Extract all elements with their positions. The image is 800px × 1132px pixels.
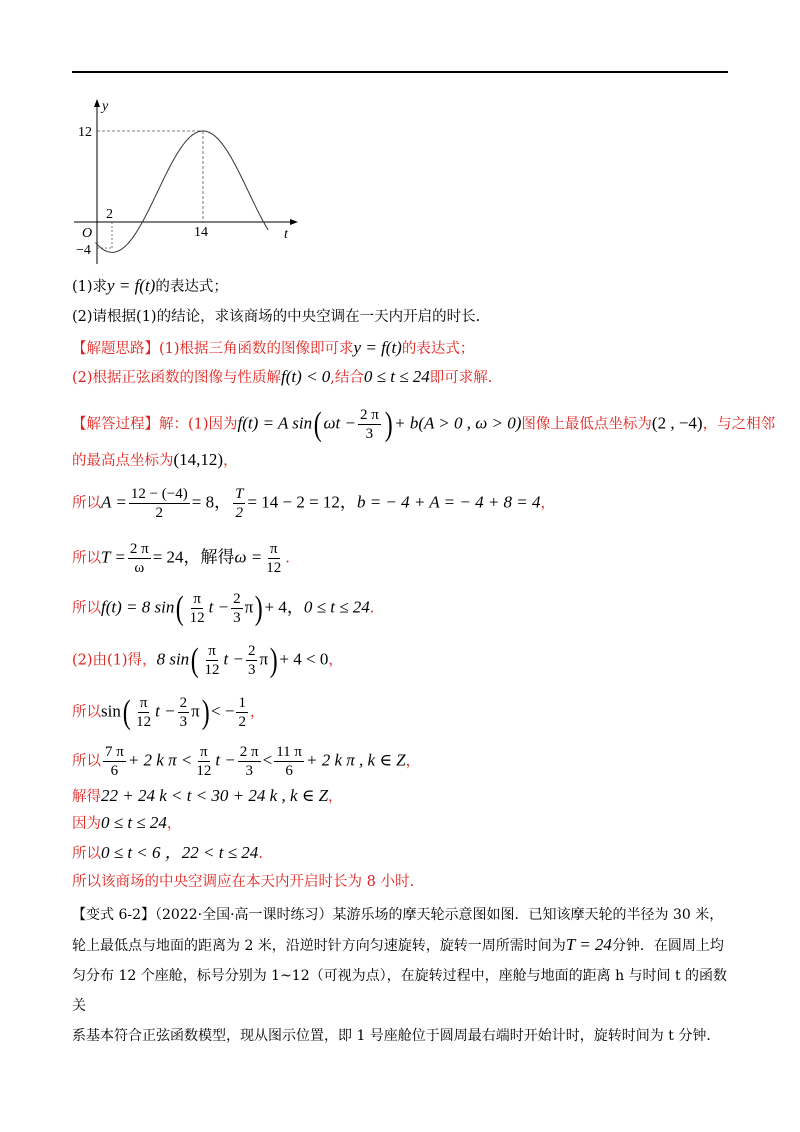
t-label: t — [284, 227, 288, 242]
idea-line-1: 【解题思路】(1)根据三角函数的图像即可求y = f(t)的表达式； — [72, 338, 475, 357]
idea-line-2: (2)根据正弦函数的图像与性质解f(t) < 0,结合0 ≤ t ≤ 24即可求解. — [72, 367, 493, 386]
process-line-1: 【解答过程】解：(1)因为f(t) = A sin(ωt − $\frac{2 \pi}{3}$ )+ b(A > 0 , ω > 0)图像上最低点坐标为(2 , −4)，与之相邻 — [72, 405, 776, 443]
x-axis-arrow — [290, 219, 298, 225]
line-because: 因为0 ≤ t ≤ 24， — [72, 813, 182, 832]
tick-14: 14 — [194, 225, 208, 240]
line-conclusion: 所以该商场的中央空调应在本天内开启时长为 8 小时. — [72, 874, 415, 890]
line-sin: 所以sin( $\frac{\pi}{12}$ t − $\frac{2}{3}$ π)< − $\frac{1}{2}$ ， — [72, 693, 265, 731]
line-so: 所以0 ≤ t < 6 ，22 < t ≤ 24. — [72, 843, 263, 862]
line-f: 所以f(t) = 8 sin( $\frac{\pi}{12}$ t − $\frac{2}{3}$ π)+ 4，0 ≤ t ≤ 24. — [72, 589, 375, 627]
y-axis-arrow — [94, 99, 100, 107]
tick-neg4: −4 — [76, 243, 91, 258]
y-label: y — [102, 99, 109, 114]
tick-2: 2 — [106, 207, 113, 222]
tick-12: 12 — [78, 125, 92, 140]
line-2-1: (2)由(1)得，8 sin( $\frac{\pi}{12}$ t − $\frac{2}{3}$ π)+ 4 < 0， — [72, 641, 343, 679]
line-A: 所以A = $\frac{12 - (-4)}{2}$ = 8， $\frac{T}{2}$ = 14 − 2 = 12，b = − 4 + A = − 4 + 8 = 4， — [72, 486, 556, 521]
sine-curve — [95, 131, 268, 252]
variant-problem — [72, 900, 728, 1051]
line-T: 所以T = $\frac{2 \pi}{\omega}$ = 24，解得ω = $\frac{\pi}{12}$ . — [72, 541, 290, 576]
variant-line-1: 【变式 6-2】（2022·全国·高一课时练习）某游乐场的摩天轮示意图如图．已知该摩天轮的半径为 30 米， — [72, 907, 724, 923]
variant-line-3: 匀分布 12 个座舱，标号分别为 1~12（可视为点），在旋转过程中，座舱与地面的距离 h 与时间 t 的函数关 — [72, 968, 728, 1014]
variant-line-2: 轮上最低点与地面的距离为 2 米，沿逆时针方向匀速旋转，旋转一周所需时间为T = 24分钟．在圆周上均 — [72, 935, 724, 954]
sine-graph — [72, 96, 302, 266]
header-rule — [72, 71, 728, 73]
variant-line-4: 系基本符合正弦函数模型，现从图示位置，即 1 号座舱位于圆周最右端时开始计时，旋转时间为 t 分钟． — [72, 1028, 721, 1044]
process-line-2: 的最高点坐标为(14,12)， — [72, 450, 238, 469]
line-ineq: 所以 $\frac{7 \pi}{6}$ + 2 k π < $\frac{\pi}{12}$ t − $\frac{2 \pi}{3}$ < $\frac{11 \pi}{6}$ + 2 k π , k ∈ Z， — [72, 744, 421, 779]
origin-label: O — [82, 226, 93, 241]
question-1: (1)求y = f(t)的表达式； — [72, 276, 228, 295]
question-2: (2)请根据(1)的结论，求该商场的中央空调在一天内开启的时长. — [72, 309, 481, 325]
line-solve: 解得22 + 24 k < t < 30 + 24 k , k ∈ Z， — [72, 786, 343, 805]
